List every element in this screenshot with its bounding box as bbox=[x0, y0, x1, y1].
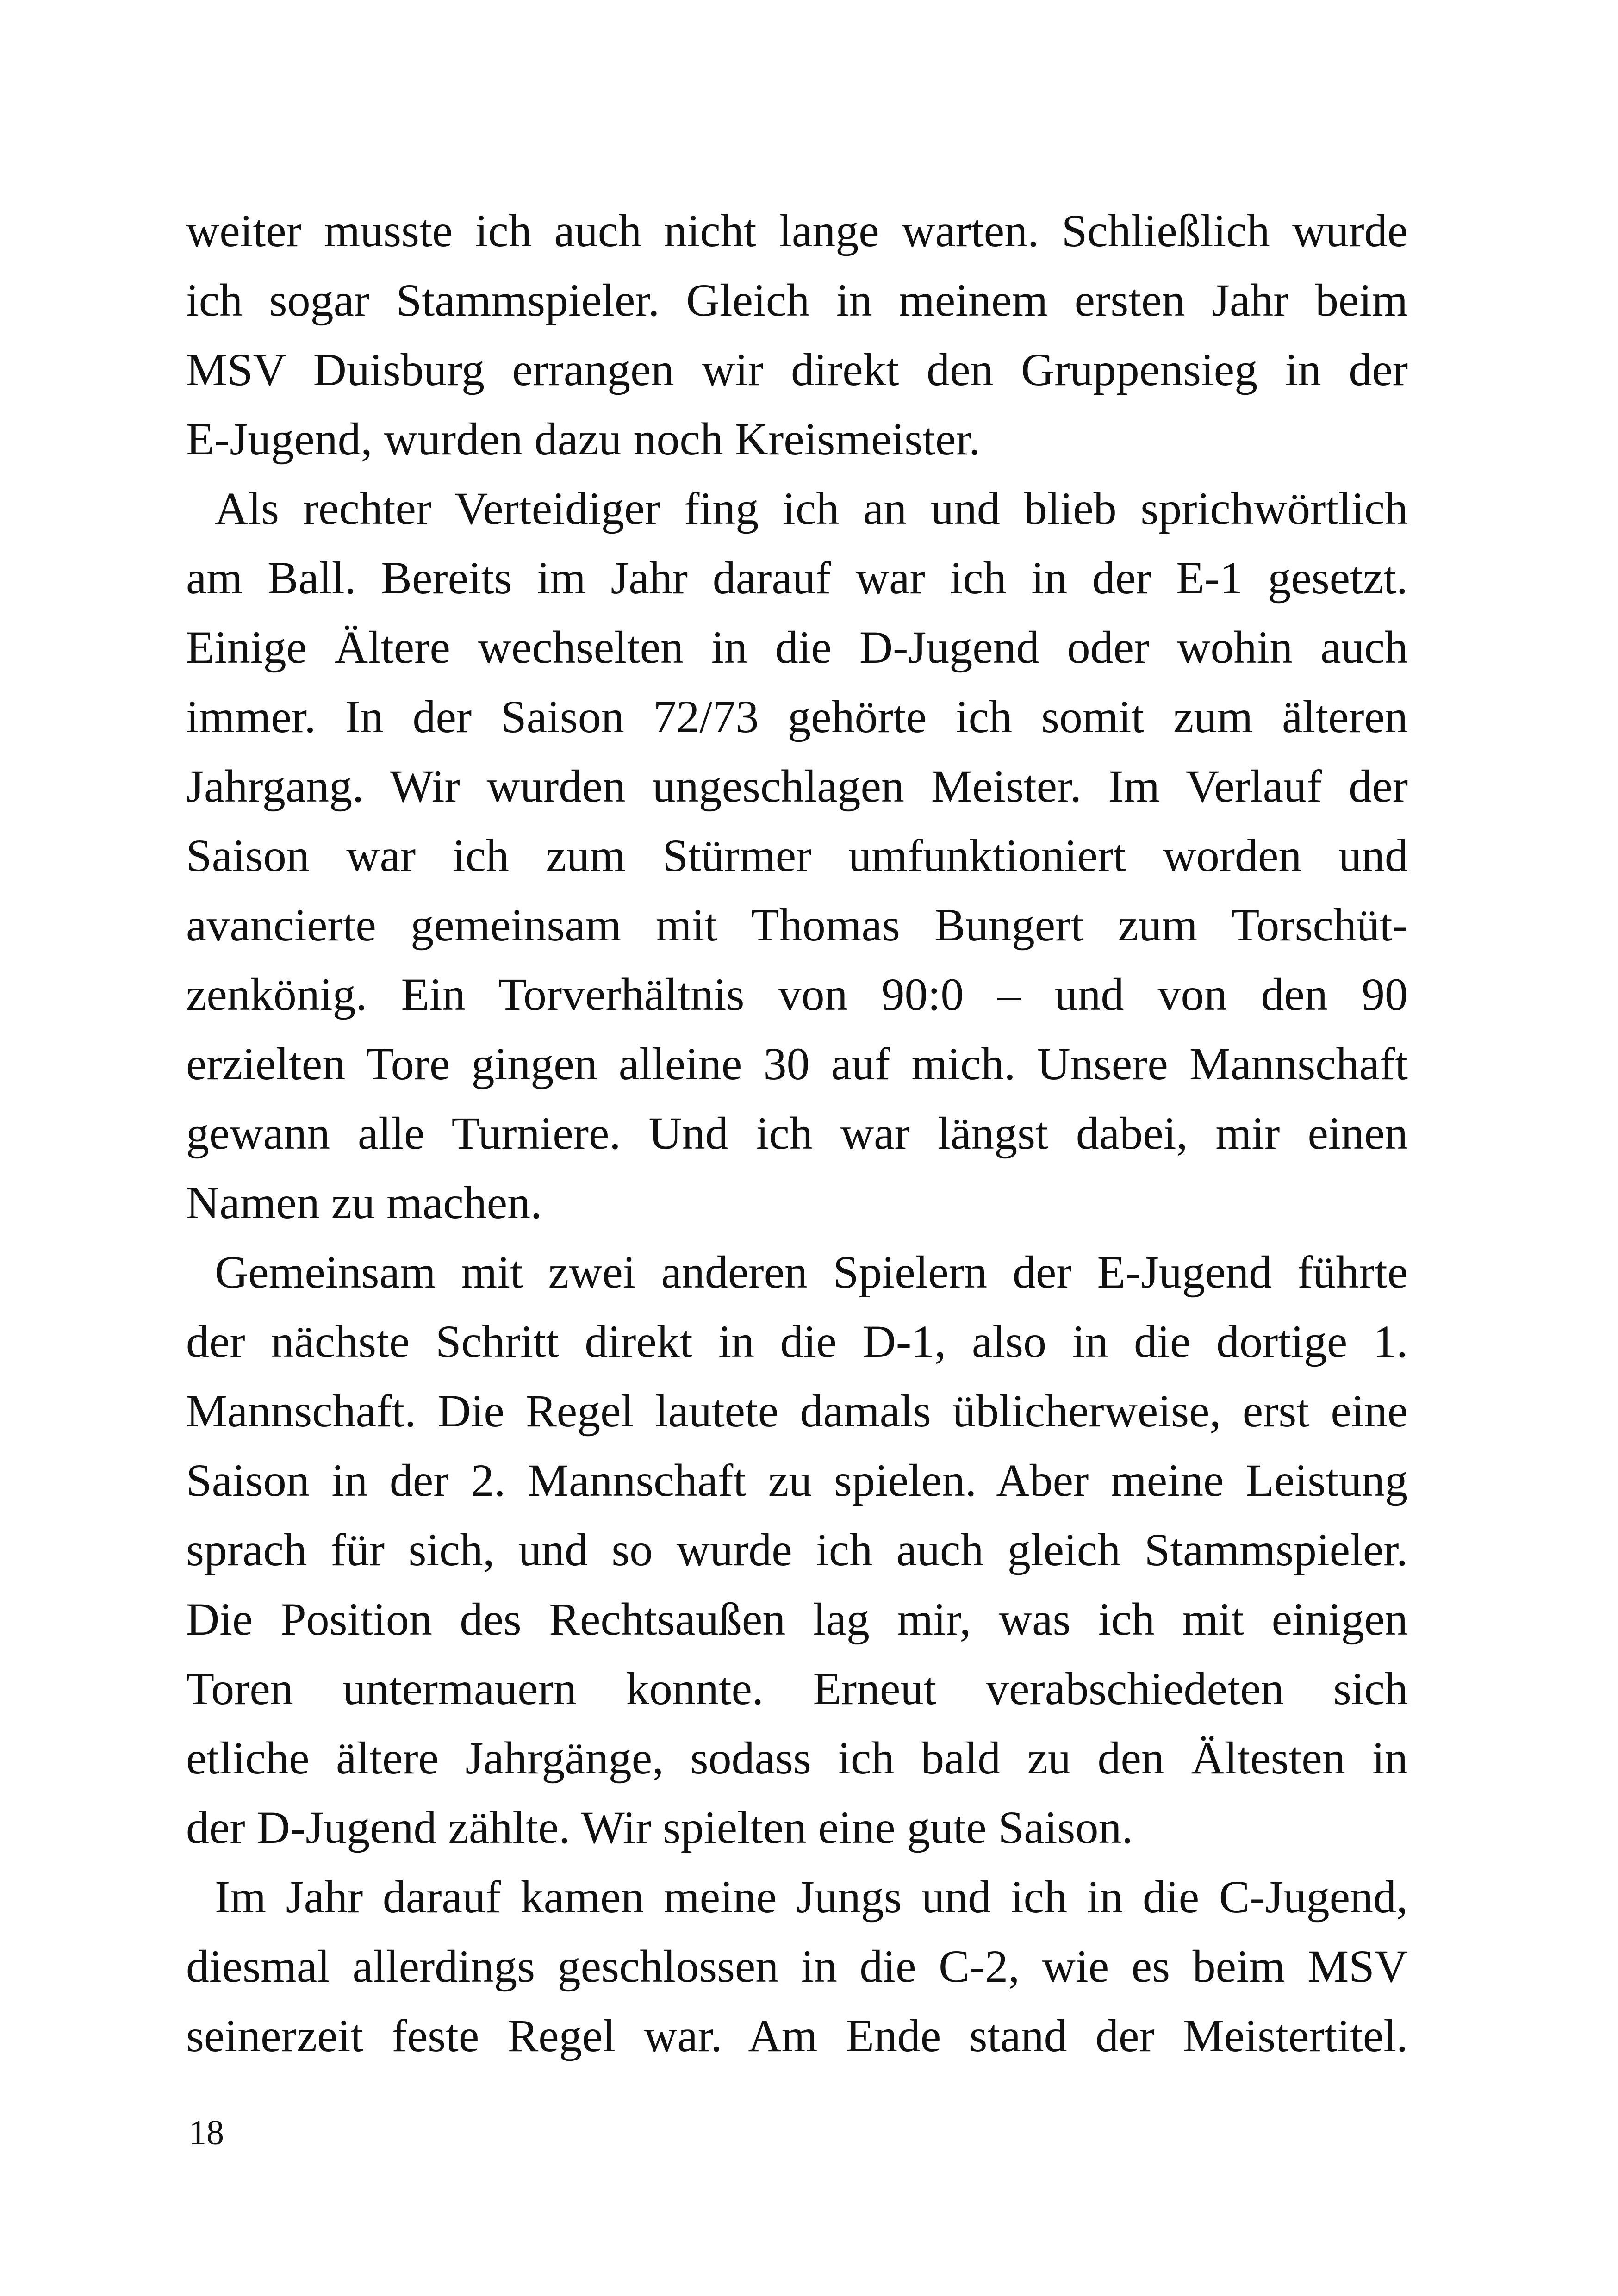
paragraph-2 bbox=[186, 474, 1408, 1238]
text-line: sprach für sich, und so wurde ich auch gleich Stammspieler. bbox=[186, 1524, 1408, 1575]
body-text bbox=[186, 196, 1408, 2071]
text-line: erzielten Tore gingen alleine 30 auf mich. Unsere Mannschaft bbox=[186, 1038, 1408, 1089]
page-number: 18 bbox=[189, 2113, 224, 2152]
text-line: Saison war ich zum Stürmer umfunktioniert worden und bbox=[186, 830, 1408, 881]
paragraph-3 bbox=[186, 1238, 1408, 1862]
text-line: etliche ältere Jahrgänge, sodass ich bald zu den Ältesten in bbox=[186, 1732, 1408, 1784]
text-line: immer. In der Saison 72/73 gehörte ich somit zum älteren bbox=[186, 691, 1408, 742]
text-line: gewann alle Turniere. Und ich war längst dabei, mir einen bbox=[186, 1108, 1408, 1159]
text-line: E-Jugend, wurden dazu noch Kreismeister. bbox=[186, 413, 981, 465]
text-line: Gemeinsam mit zwei anderen Spielern der E-Jugend führte bbox=[215, 1246, 1408, 1298]
text-line: Jahrgang. Wir wurden ungeschlagen Meister. Im Verlauf der bbox=[186, 760, 1408, 812]
text-line: MSV Duisburg errangen wir direkt den Gruppensieg in der bbox=[186, 344, 1408, 395]
text-line: Toren untermauern konnte. Erneut verabschiedeten sich bbox=[186, 1663, 1408, 1714]
text-line: der D-Jugend zählte. Wir spielten eine gute Saison. bbox=[186, 1802, 1133, 1853]
text-line: weiter musste ich auch nicht lange warten. Schließlich wurde bbox=[186, 205, 1408, 256]
paragraph-4 bbox=[186, 1862, 1408, 2071]
text-line: Einige Ältere wechselten in die D-Jugend oder wohin auch bbox=[186, 622, 1408, 673]
text-line: diesmal allerdings geschlossen in die C-2, wie es beim MSV bbox=[186, 1941, 1408, 1992]
paragraph-1 bbox=[186, 196, 1408, 474]
text-line: Saison in der 2. Mannschaft zu spielen. Aber meine Leistung bbox=[186, 1455, 1408, 1506]
text-line: Die Position des Rechtsaußen lag mir, was ich mit einigen bbox=[186, 1593, 1408, 1645]
text-line: Mannschaft. Die Regel lautete damals üblicherweise, erst eine bbox=[186, 1385, 1408, 1437]
text-line: der nächste Schritt direkt in die D-1, also in die dortige 1. bbox=[186, 1316, 1408, 1367]
text-line: am Ball. Bereits im Jahr darauf war ich in der E-1 gesetzt. bbox=[186, 552, 1408, 604]
text-line: Namen zu machen. bbox=[186, 1177, 542, 1228]
text-line: Als rechter Verteidiger fing ich an und blieb sprichwörtlich bbox=[215, 483, 1408, 534]
text-line: ich sogar Stammspieler. Gleich in meinem ersten Jahr beim bbox=[186, 274, 1408, 326]
text-line: seinerzeit feste Regel war. Am Ende stand der Meistertitel. bbox=[186, 2010, 1408, 2061]
text-line: avancierte gemeinsam mit Thomas Bungert zum Torschüt- bbox=[186, 899, 1408, 951]
text-line: zenkönig. Ein Torverhältnis von 90:0 – und von den 90 bbox=[186, 969, 1408, 1020]
text-line: Im Jahr darauf kamen meine Jungs und ich in die C-Jugend, bbox=[215, 1871, 1408, 1923]
